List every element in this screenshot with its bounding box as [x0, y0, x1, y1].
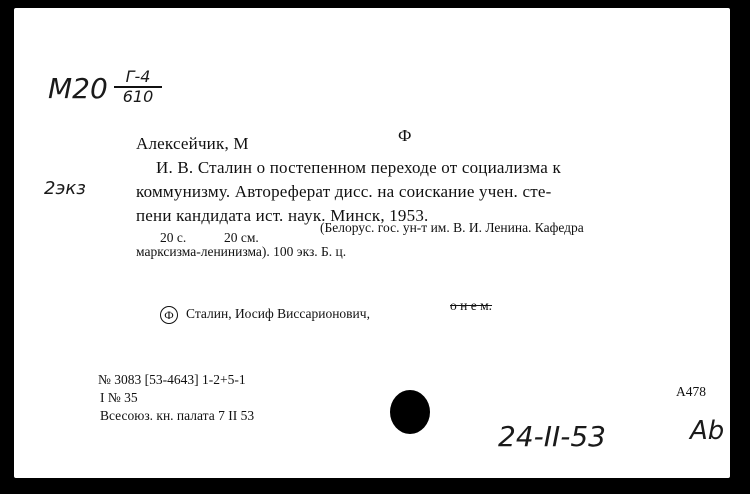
subject-struck: о н е м. [450, 298, 493, 313]
title-line-2: коммунизму. Автореферат дисс. на соискание учен. сте- [136, 182, 552, 201]
publisher-line-1: (Белорус. гос. ун-т им. В. И. Ленина. Кафедра [320, 220, 584, 235]
ink-blot [390, 390, 430, 434]
author-heading: Алексейчик, М [136, 134, 249, 153]
title-line-3: пени кандидата ист. наук. Минск, 1953. [136, 206, 429, 225]
form-mark: Ф [398, 126, 412, 145]
handwritten-date: 24-II-53 [498, 420, 606, 453]
pages: 20 с. [160, 230, 187, 245]
subject-marker [160, 306, 178, 324]
publisher-line-2: марксизма-ленинизма). 100 экз. Б. ц. [136, 244, 347, 259]
card-code: А478 [676, 384, 706, 399]
catalog-card [14, 8, 730, 478]
record-number: № 3083 [53-4643] 1-2+5-1 [98, 372, 246, 387]
chamber-stamp: Всесоюз. кн. палата 7 II 53 [100, 408, 255, 423]
shelf-fraction [114, 68, 162, 106]
signature-mark: Ab [690, 416, 725, 446]
series-number: I № 35 [100, 390, 138, 405]
shelf-numerator: Г-4 [114, 68, 162, 88]
shelf-mark: M20 [48, 72, 108, 105]
subject-marker-circle: Ф [160, 306, 178, 324]
shelf-denominator: 610 [122, 87, 154, 106]
subject-name: Сталин, Иосиф Виссарионович, [186, 306, 370, 321]
size: 20 см. [224, 230, 259, 245]
copies-note: 2экз [44, 178, 86, 199]
title-line-1: И. В. Сталин о постепенном переходе от социализма к [156, 158, 561, 177]
